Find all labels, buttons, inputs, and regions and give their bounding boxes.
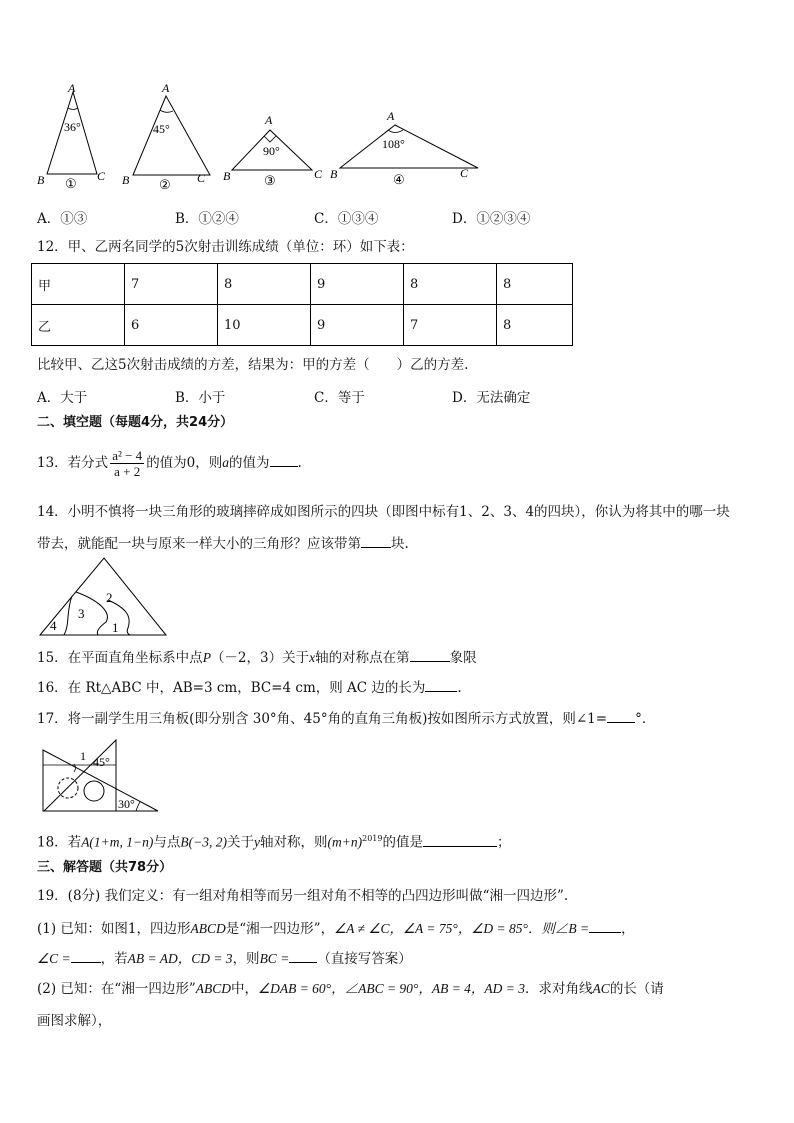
q11-option-b: B．①②④ bbox=[175, 211, 239, 227]
broken-glass-figure bbox=[36, 556, 170, 638]
section-2-heading: 二、填空题（每题4分，共24分） bbox=[37, 415, 234, 430]
q13-var: a bbox=[222, 455, 230, 470]
q15 bbox=[37, 647, 477, 667]
q17-text: 17．将一副学生用三角板(即分别含 30°角、45°角的直角三角板)按如图所示方式放置，则∠1= bbox=[37, 711, 608, 727]
q18-answer-blank[interactable] bbox=[423, 832, 497, 847]
q13-pre: 13．若分式 bbox=[37, 455, 109, 471]
q16-end: . bbox=[457, 680, 462, 696]
q14-answer-blank[interactable] bbox=[361, 533, 391, 548]
t4-num: ④ bbox=[393, 172, 405, 187]
q18-pre: 18．若 bbox=[37, 834, 82, 851]
q19-angle-c-blank[interactable] bbox=[71, 948, 101, 963]
q19-part2-line1 bbox=[37, 980, 664, 998]
t1-right: C bbox=[97, 169, 106, 183]
glass-label-1: 1 bbox=[112, 620, 119, 635]
glass-label-4: 4 bbox=[50, 618, 57, 633]
t4-apex: A bbox=[387, 109, 395, 123]
table-cell: 8 bbox=[218, 264, 311, 305]
q12-option-d: D．无法确定 bbox=[452, 390, 531, 406]
q15-coords: （－2，3）关于 bbox=[210, 650, 310, 666]
q12-question: 比较甲、乙这5次射击成绩的方差，结果为：甲的方差（ ）乙的方差. bbox=[37, 357, 469, 373]
table-row bbox=[32, 264, 573, 305]
q15-answer-blank[interactable] bbox=[410, 647, 450, 662]
q16-text: 16．在 Rt△ABC 中，AB=3 cm，BC=4 cm，则 AC 边的长为 bbox=[37, 680, 426, 696]
triangle-2 bbox=[122, 81, 210, 192]
table-cell: 乙 bbox=[32, 305, 125, 346]
table-cell: 甲 bbox=[32, 264, 125, 305]
q19-p1d: ， bbox=[621, 921, 635, 937]
fig17-label-30: 30° bbox=[118, 797, 135, 811]
q18-post: 的值是 bbox=[382, 834, 423, 851]
t1-angle: 36° bbox=[64, 120, 81, 134]
t4-angle: 108° bbox=[382, 137, 405, 151]
q17-answer-blank[interactable] bbox=[607, 708, 635, 723]
q16 bbox=[37, 677, 462, 697]
table-cell: 9 bbox=[311, 264, 404, 305]
q19-p2d: ，则 bbox=[232, 951, 260, 967]
t1-num: ① bbox=[65, 176, 77, 191]
q19-p2e: BC = bbox=[259, 951, 290, 966]
table-cell: 8 bbox=[497, 305, 573, 346]
triangle-figures bbox=[30, 78, 490, 196]
q15-post: 轴的对称点在第 bbox=[315, 650, 410, 666]
t2-angle: 45° bbox=[153, 122, 170, 136]
q19-p3c: ∠DAB = 60°，∠ABC = 90°，AB = 4，AD = 3 bbox=[257, 981, 526, 996]
t1-apex: A bbox=[68, 81, 76, 95]
q11-option-c: C．①③④ bbox=[314, 211, 379, 227]
q18 bbox=[37, 830, 510, 852]
fig17-label-1: 1 bbox=[80, 749, 86, 763]
q19-p2f: （直接写答案） bbox=[317, 951, 412, 967]
q19-part1-line1 bbox=[37, 918, 635, 938]
t2-num: ② bbox=[159, 177, 171, 192]
q18-y: y bbox=[254, 834, 261, 850]
q19-p1a: (1) 已知：如图1，四边形 bbox=[37, 921, 191, 937]
q18-mid2: 关于 bbox=[227, 834, 255, 851]
t3-apex: A bbox=[265, 113, 273, 127]
q19-intro: 19．(8分) 我们定义：有一组对角相等而另一组对角不相等的凸四边形叫做“湘一四边形”. bbox=[37, 888, 569, 904]
t3-num: ③ bbox=[264, 173, 276, 188]
q19-p2b: ，若 bbox=[100, 951, 128, 967]
table-cell: 7 bbox=[125, 264, 218, 305]
q19-p3a: (2) 已知：在“湘一四边形” bbox=[37, 981, 196, 997]
q15-end: 象限 bbox=[449, 650, 477, 666]
q18-point-a: A(1+m, 1−n) bbox=[81, 834, 154, 850]
q13-post1: 的值为0，则 bbox=[146, 455, 223, 471]
t1-left: B bbox=[37, 173, 45, 187]
table-cell: 10 bbox=[218, 305, 311, 346]
q18-mid: 与点 bbox=[153, 834, 181, 851]
q12-option-b: B．小于 bbox=[175, 390, 226, 406]
section-3-heading: 三、解答题（共78分） bbox=[37, 860, 173, 875]
table-cell: 6 bbox=[125, 305, 218, 346]
q17-end: °． bbox=[635, 711, 656, 727]
q19-p2c: AB = AD，CD = 3 bbox=[127, 951, 233, 966]
q11-option-d: D．①②③④ bbox=[452, 211, 531, 227]
t3-angle: 90° bbox=[263, 144, 280, 158]
q19-p3d: ．求对角线 bbox=[525, 981, 593, 997]
q11-option-a: A．①③ bbox=[37, 211, 88, 227]
q15-x: x bbox=[309, 650, 316, 665]
table-cell: 9 bbox=[311, 305, 404, 346]
table-cell: 8 bbox=[497, 264, 573, 305]
table-row bbox=[32, 305, 573, 346]
q13-numerator: a² − 4 bbox=[112, 448, 143, 463]
q13-denominator: a + 2 bbox=[114, 464, 141, 479]
q18-end: ； bbox=[496, 834, 511, 851]
t2-apex: A bbox=[162, 81, 170, 95]
score-table bbox=[31, 263, 573, 346]
fig17-label-45: 45° bbox=[93, 755, 110, 769]
triangle-1 bbox=[37, 81, 106, 191]
q12-option-a: A．大于 bbox=[37, 390, 88, 406]
q19-part2-line2: 画图求解）， bbox=[37, 1013, 112, 1029]
q12-option-c: C．等于 bbox=[314, 390, 365, 406]
t2-left: B bbox=[122, 173, 130, 187]
q19-p2a: ∠C = bbox=[37, 951, 71, 966]
t4-left: B bbox=[330, 167, 338, 181]
q19-abcd: ABCD bbox=[190, 921, 226, 936]
q14-line2a: 带去，就能配一块与原来一样大小的三角形？应该带第 bbox=[37, 536, 361, 552]
glass-label-2: 2 bbox=[106, 590, 113, 605]
q18-point-b: B(−3, 2) bbox=[180, 834, 228, 850]
q16-answer-blank[interactable] bbox=[425, 677, 457, 692]
q19-part1-line2 bbox=[37, 948, 412, 968]
q13-post2: 的值为 bbox=[229, 455, 270, 471]
q13 bbox=[37, 446, 302, 480]
q19-abcd-2: ABCD bbox=[195, 981, 231, 996]
triangle-4 bbox=[330, 109, 478, 187]
q19-bc-blank[interactable] bbox=[289, 948, 317, 963]
t3-left: B bbox=[223, 169, 231, 183]
triangle-3 bbox=[223, 113, 323, 188]
table-cell: 7 bbox=[404, 305, 497, 346]
q19-p1b: 是“湘一四边形”， bbox=[225, 921, 335, 937]
q13-fraction bbox=[110, 448, 144, 479]
q19-p3b: 中， bbox=[230, 981, 258, 997]
q18-exponent: 2019 bbox=[362, 834, 383, 843]
q15-point: P bbox=[202, 650, 211, 665]
q17 bbox=[37, 708, 655, 728]
q19-p1c: ∠A ≠ ∠C，∠A = 75°，∠D = 85°．则∠B = bbox=[334, 921, 590, 936]
glass-label-3: 3 bbox=[78, 606, 85, 621]
t3-right: C bbox=[314, 167, 323, 181]
t2-right: C bbox=[197, 171, 206, 185]
t4-right: C bbox=[460, 166, 469, 180]
q13-answer-blank[interactable] bbox=[270, 452, 298, 467]
q12-stem: 12．甲、乙两名同学的5次射击训练成绩（单位：环）如下表： bbox=[37, 239, 414, 255]
q19-p3f: 的长（请 bbox=[609, 981, 664, 997]
q18-mid3: 轴对称，则 bbox=[260, 834, 328, 851]
q14-line1: 14．小明不慎将一块三角形的玻璃摔碎成如图所示的四块（即图中标有1、2、3、4的四块），你认为将其中的哪一块 bbox=[37, 504, 730, 520]
q19-angle-b-blank[interactable] bbox=[589, 918, 621, 933]
q15-pre: 15．在平面直角坐标系中点 bbox=[37, 650, 203, 666]
set-square-figure bbox=[40, 738, 164, 814]
q18-expr: (m+n) bbox=[327, 834, 363, 850]
q14-line2b: 块. bbox=[391, 536, 409, 552]
table-cell: 8 bbox=[404, 264, 497, 305]
q13-end: . bbox=[297, 455, 302, 471]
q14-line2 bbox=[37, 533, 409, 553]
q19-p3e: AC bbox=[592, 981, 610, 996]
